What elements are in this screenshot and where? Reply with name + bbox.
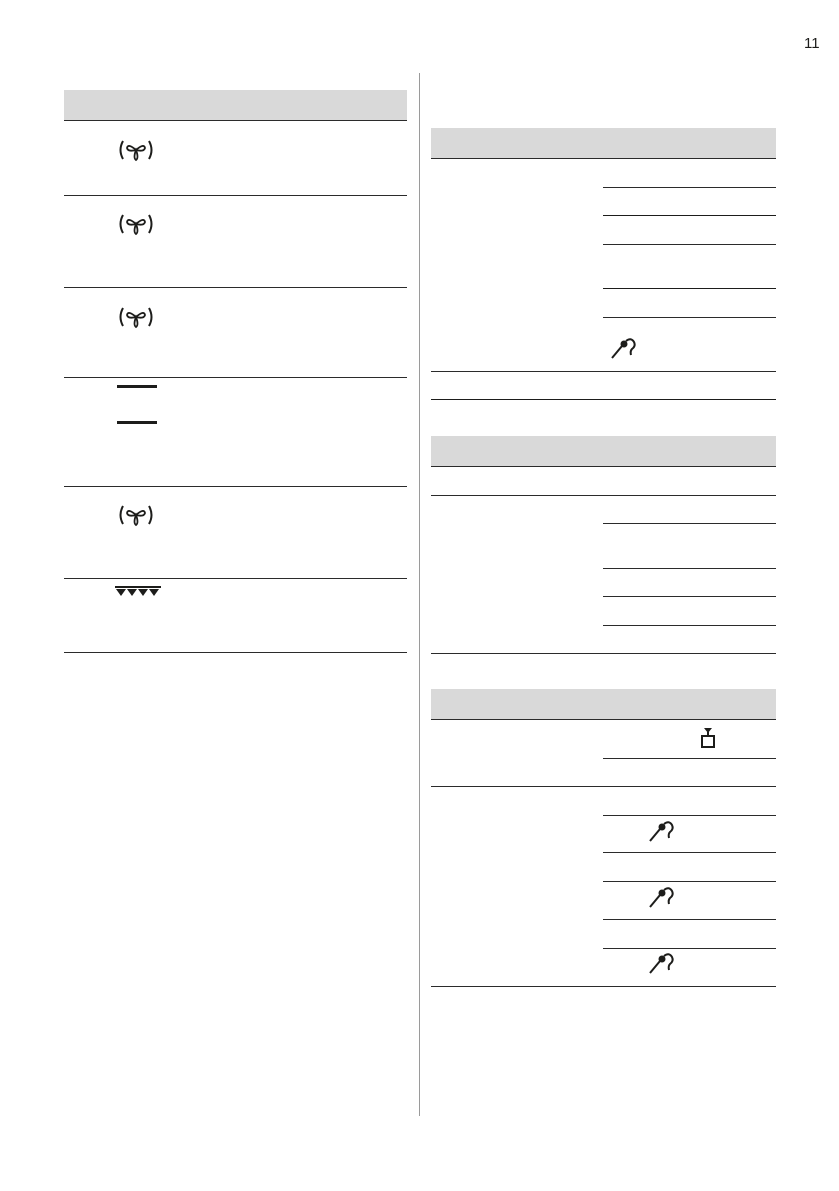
sub-row-divider (603, 568, 776, 569)
sub-row-divider (603, 758, 776, 759)
sub-row-divider (603, 244, 776, 245)
fan-icon (117, 502, 155, 528)
sub-row-divider (603, 288, 776, 289)
column-divider (419, 73, 420, 1116)
sub-row-divider (603, 852, 776, 853)
right-table-2-header (431, 436, 776, 467)
temperature-probe-icon (648, 820, 676, 844)
page-number: 11 (804, 35, 820, 52)
row-divider (64, 486, 407, 487)
sub-row-divider (603, 596, 776, 597)
right-table-1-header (431, 128, 776, 159)
grill-icon (115, 586, 161, 598)
row-divider (431, 371, 776, 372)
sub-row-divider (603, 815, 776, 816)
sub-row-divider (603, 881, 776, 882)
row-divider (431, 786, 776, 787)
weight-icon (699, 727, 717, 749)
sub-row-divider (603, 317, 776, 318)
fan-icon (117, 137, 155, 163)
table-bottom-border (431, 653, 776, 654)
row-divider (64, 578, 407, 579)
sub-row-divider (603, 919, 776, 920)
sub-row-divider (603, 625, 776, 626)
temperature-probe-icon (648, 952, 676, 976)
top-heat-bar (117, 385, 157, 388)
temperature-probe-icon (610, 337, 638, 361)
temperature-probe-icon (648, 886, 676, 910)
table-bottom-border (431, 986, 776, 987)
bottom-heat-bar (117, 421, 157, 424)
right-table-3-header (431, 689, 776, 720)
sub-row-divider (603, 523, 776, 524)
row-divider (431, 495, 776, 496)
left-table-header (64, 90, 407, 121)
table-bottom-border (431, 399, 776, 400)
sub-row-divider (603, 948, 776, 949)
fan-icon (117, 211, 155, 237)
row-divider (64, 287, 407, 288)
sub-row-divider (603, 215, 776, 216)
row-divider (64, 377, 407, 378)
row-divider (64, 195, 407, 196)
sub-row-divider (603, 187, 776, 188)
fan-icon (117, 304, 155, 330)
table-bottom-border (64, 652, 407, 653)
